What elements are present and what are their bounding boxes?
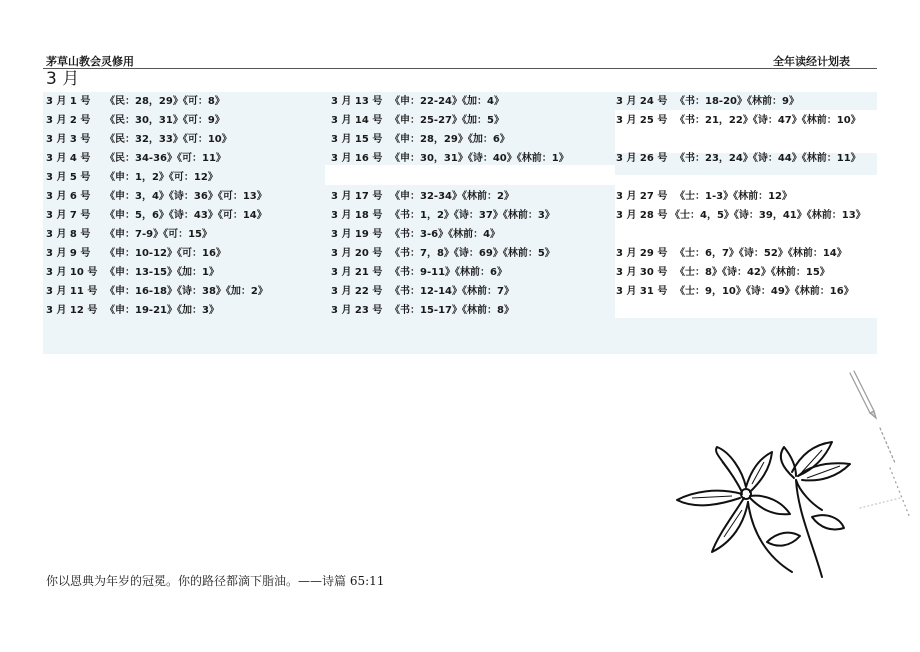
schedule-row	[616, 187, 792, 206]
reading: 《书：3-6》《林前：4》	[390, 229, 501, 240]
day-label: 3 月 31 号	[616, 286, 668, 297]
schedule-row	[331, 187, 514, 206]
day-label: 3 月 27 号	[616, 191, 668, 202]
day-label: 3 月 20 号	[331, 248, 383, 259]
schedule-row	[331, 149, 569, 168]
schedule-row	[331, 301, 514, 320]
day-label: 3 月 9 号	[46, 248, 91, 259]
day-label: 3 月 8 号	[46, 229, 91, 240]
reading: 《民：28，29》《可：8》	[105, 96, 225, 107]
day-label: 3 月 26 号	[616, 153, 668, 164]
day-label: 3 月 16 号	[331, 153, 383, 164]
reading: 《申：30，31》《诗：40》《林前：1》	[390, 153, 569, 164]
day-label: 3 月 29 号	[616, 248, 668, 259]
schedule-row	[46, 244, 226, 263]
day-label: 3 月 30 号	[616, 267, 668, 278]
reading: 《民：32，33》《可：10》	[105, 134, 232, 145]
day-label: 3 月 6 号	[46, 191, 91, 202]
schedule-row	[46, 130, 232, 149]
schedule-row	[46, 168, 218, 187]
schedule-row	[616, 92, 799, 111]
schedule-row	[331, 92, 504, 111]
reading: 《申：13-15》《加：1》	[105, 267, 219, 278]
day-label: 3 月 25 号	[616, 115, 668, 126]
reading: 《申：1，2》《可：12》	[105, 172, 218, 183]
reading: 《书：12-14》《林前：7》	[390, 286, 514, 297]
reading: 《申：7-9》《可：15》	[105, 229, 212, 240]
schedule-row	[46, 149, 226, 168]
reading: 《申：25-27》《加：5》	[390, 115, 504, 126]
day-label: 3 月 1 号	[46, 96, 91, 107]
schedule-row	[331, 282, 514, 301]
day-label: 3 月 19 号	[331, 229, 383, 240]
day-label: 3 月 24 号	[616, 96, 668, 107]
schedule-row	[46, 263, 219, 282]
day-label: 3 月 21 号	[331, 267, 383, 278]
reading: 《士：4，5》《诗：39，41》《林前：13》	[670, 210, 866, 221]
day-label: 3 月 23 号	[331, 305, 383, 316]
day-label: 3 月 12 号	[46, 305, 98, 316]
day-label: 3 月 15 号	[331, 134, 383, 145]
day-label: 3 月 28 号	[616, 210, 668, 221]
reading: 《书：23，24》《诗：44》《林前：11》	[675, 153, 861, 164]
day-label: 3 月 11 号	[46, 286, 98, 297]
schedule-row	[616, 111, 861, 130]
reading: 《士：9，10》《诗：49》《林前：16》	[675, 286, 854, 297]
flower-illustration	[672, 432, 862, 582]
schedule-row	[46, 187, 267, 206]
reading: 《民：30，31》《可：9》	[105, 115, 225, 126]
pencil-illustration	[840, 368, 920, 528]
shade-region	[592, 318, 877, 354]
reading: 《申：32-34》《林前：2》	[390, 191, 514, 202]
day-label: 3 月 2 号	[46, 115, 91, 126]
day-label: 3 月 7 号	[46, 210, 91, 221]
schedule-row	[616, 244, 847, 263]
header-rule	[43, 68, 877, 69]
reading: 《书：18-20》《林前：9》	[675, 96, 799, 107]
reading: 《申：5，6》《诗：43》《可：14》	[105, 210, 267, 221]
schedule-row	[46, 206, 267, 225]
schedule-row	[46, 111, 225, 130]
header-right: 全年读经计划表	[773, 55, 850, 68]
day-label: 3 月 3 号	[46, 134, 91, 145]
schedule-row	[616, 263, 830, 282]
schedule-row	[331, 244, 555, 263]
reading: 《申：22-24》《加：4》	[390, 96, 504, 107]
reading: 《士：1-3》《林前：12》	[675, 191, 792, 202]
reading: 《士：8》《诗：42》《林前：15》	[675, 267, 830, 278]
reading: 《申：16-18》《诗：38》《加：2》	[105, 286, 268, 297]
month-title: 3 月	[46, 69, 80, 89]
day-label: 3 月 5 号	[46, 172, 91, 183]
schedule-row	[46, 92, 225, 111]
schedule-row	[46, 301, 219, 320]
reading: 《书：21，22》《诗：47》《林前：10》	[675, 115, 861, 126]
schedule-row	[331, 263, 507, 282]
day-label: 3 月 18 号	[331, 210, 383, 221]
reading: 《申：28，29》《加：6》	[390, 134, 510, 145]
reading: 《书：9-11》《林前：6》	[390, 267, 507, 278]
reading: 《书：15-17》《林前：8》	[390, 305, 514, 316]
schedule-row	[46, 282, 268, 301]
reading: 《书：7，8》《诗：69》《林前：5》	[390, 248, 555, 259]
schedule-row	[331, 111, 504, 130]
day-label: 3 月 4 号	[46, 153, 91, 164]
schedule-row	[616, 282, 854, 301]
schedule-row	[616, 206, 878, 244]
reading: 《申：19-21》《加：3》	[105, 305, 219, 316]
reading: 《申：10-12》《可：16》	[105, 248, 226, 259]
reading: 《申：3，4》《诗：36》《可：13》	[105, 191, 267, 202]
day-label: 3 月 13 号	[331, 96, 383, 107]
schedule-row	[331, 130, 510, 149]
header-left: 茅草山教会灵修用	[46, 55, 134, 68]
schedule-row	[616, 149, 861, 168]
day-label: 3 月 14 号	[331, 115, 383, 126]
day-label: 3 月 22 号	[331, 286, 383, 297]
verse-footer: 你以恩典为年岁的冠冕。你的路径都滴下脂油。——诗篇 65:11	[46, 574, 385, 588]
day-label: 3 月 10 号	[46, 267, 98, 278]
reading: 《书：1，2》《诗：37》《林前：3》	[390, 210, 555, 221]
reading: 《士：6，7》《诗：52》《林前：14》	[675, 248, 847, 259]
schedule-row	[331, 225, 500, 244]
schedule-row	[331, 206, 555, 225]
reading: 《民：34-36》《可：11》	[105, 153, 226, 164]
schedule-row	[46, 225, 212, 244]
day-label: 3 月 17 号	[331, 191, 383, 202]
